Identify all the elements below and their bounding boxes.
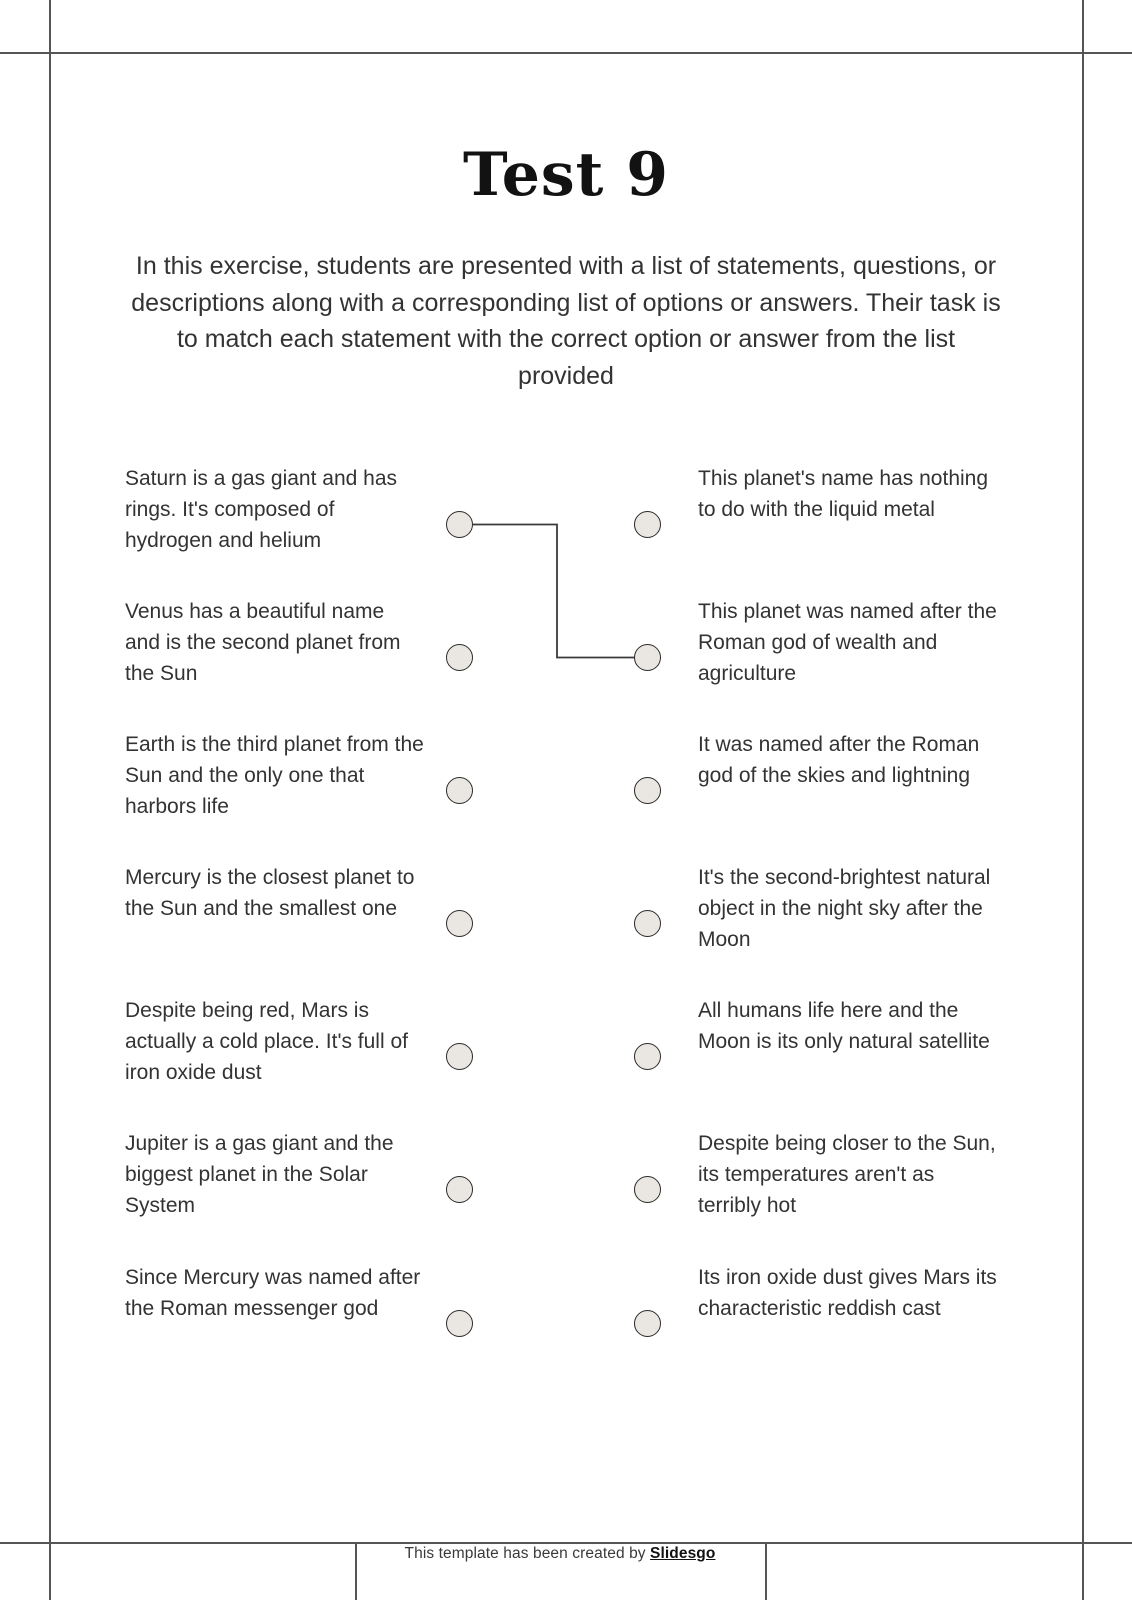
connector-dot-right[interactable]	[634, 511, 661, 538]
statement-text: Mercury is the closest planet to the Sun and the smallest one	[125, 866, 415, 920]
footer-credit-prefix: This template has been created by	[404, 1545, 651, 1562]
connector-dot-left[interactable]	[446, 511, 473, 538]
crop-rule-top	[0, 52, 1132, 54]
connector-dot-left[interactable]	[446, 1310, 473, 1337]
connector-dot-left[interactable]	[446, 1043, 473, 1070]
connector-dot-right[interactable]	[634, 644, 661, 671]
matching-exercise	[0, 463, 1132, 1383]
option-text: This planet was named after the Roman god of wealth and agriculture	[698, 600, 997, 685]
match-row	[0, 463, 1132, 571]
option-text: This planet's name has nothing to do with the liquid metal	[698, 467, 989, 521]
statement-text: Despite being red, Mars is actually a cold place. It's full of iron oxide dust	[125, 999, 408, 1084]
connector-dot-right[interactable]	[634, 1176, 661, 1203]
footer-divider-right	[765, 1542, 767, 1600]
option-text: Despite being closer to the Sun, its temperatures aren't as terribly hot	[698, 1132, 996, 1217]
match-row	[0, 862, 1132, 970]
connector-dot-right[interactable]	[634, 1310, 661, 1337]
statement-text: Venus has a beautiful name and is the second planet from the Sun	[125, 600, 401, 685]
connector-dot-right[interactable]	[634, 910, 661, 937]
match-row	[0, 596, 1132, 704]
statement-text: Jupiter is a gas giant and the biggest planet in the Solar System	[125, 1132, 394, 1217]
connector-dot-left[interactable]	[446, 644, 473, 671]
option-text: It was named after the Roman god of the skies and lightning	[698, 733, 980, 787]
statement-text: Saturn is a gas giant and has rings. It's composed of hydrogen and helium	[125, 467, 398, 552]
footer-credit	[355, 1531, 765, 1566]
slidesgo-link[interactable]: Slidesgo	[650, 1545, 716, 1562]
statement-text: Since Mercury was named after the Roman messenger god	[125, 1266, 421, 1320]
connector-dot-right[interactable]	[634, 777, 661, 804]
connector-dot-right[interactable]	[634, 1043, 661, 1070]
option-text: It's the second-brightest natural object in the night sky after the Moon	[698, 866, 991, 951]
connector-dot-left[interactable]	[446, 777, 473, 804]
exercise-instructions: In this exercise, students are presented with a list of statements, questions, or descriptions along with a corresponding list of options or answers. Their task is to match each statement with the correct option or answer from the list provided	[131, 252, 1001, 390]
option-text: Its iron oxide dust gives Mars its characteristic reddish cast	[698, 1266, 997, 1320]
connector-dot-left[interactable]	[446, 1176, 473, 1203]
match-row	[0, 1128, 1132, 1236]
connector-dot-left[interactable]	[446, 910, 473, 937]
statement-text: Earth is the third planet from the Sun and the only one that harbors life	[125, 733, 424, 818]
match-row	[0, 1262, 1132, 1370]
match-row	[0, 729, 1132, 837]
page-title: Test 9	[462, 140, 670, 210]
option-text: All humans life here and the Moon is its only natural satellite	[698, 999, 990, 1053]
match-row	[0, 995, 1132, 1103]
